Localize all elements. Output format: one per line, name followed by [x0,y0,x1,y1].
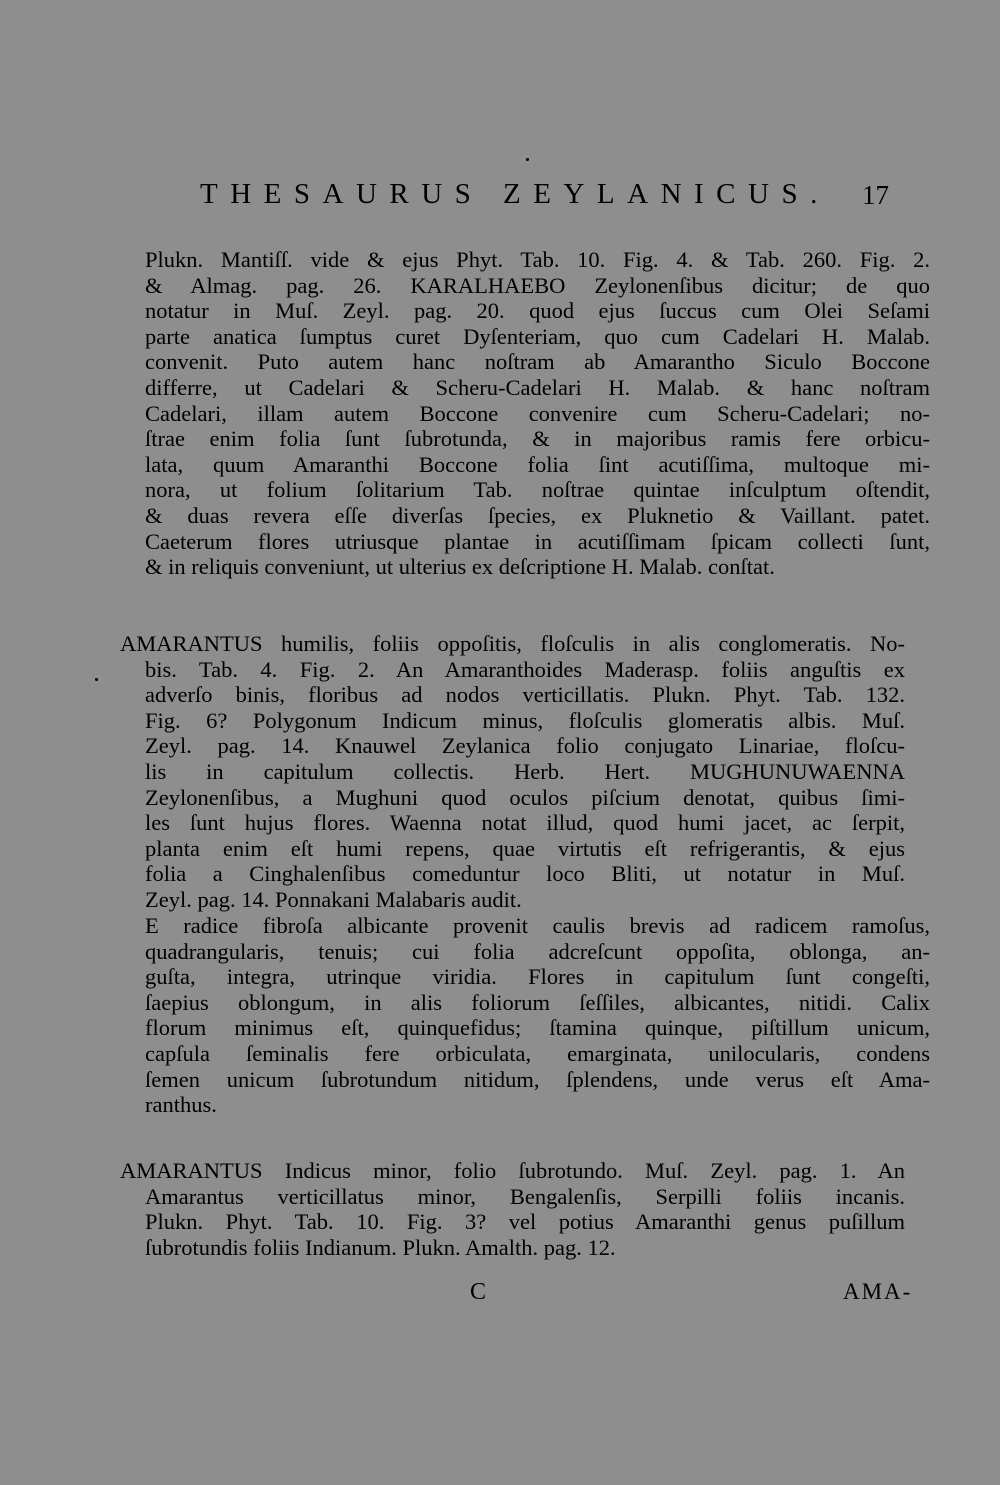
text-line: parte anatica ſumptus curet Dyſenteriam, quo cum Cadelari H. Malab. [145,323,930,349]
text-line: Zeylonenſibus, a Mughuni quod oculos piſcium denotat, quibus ſimi- [145,784,905,810]
text-line: convenit. Puto autem hanc noſtram ab Amarantho Siculo Boccone [145,349,930,375]
text-line: adverſo binis, floribus ad nodos verticillatis. Plukn. Phyt. Tab. 132. [145,682,905,708]
signature-mark: C [470,1279,487,1305]
catchword: AMA- [843,1279,913,1304]
text-line: florum minimus eſt, quinquefidus; ſtamina quinque, piſtillum unicum, [145,1015,930,1041]
text-line: Fig. 6? Polygonum Indicum minus, floſculis glomeratis albis. Muſ. [145,707,905,733]
text-line: quadrangularis, tenuis; cui folia adcreſcunt oppoſita, oblonga, an- [145,938,930,964]
text-line: E radice fibroſa albicante provenit caulis brevis ad radicem ramoſus, [145,913,930,938]
text-line: Plukn. Mantiſſ. vide & ejus Phyt. Tab. 10. Fig. 4. & Tab. 260. Fig. 2. [145,247,930,272]
text-line: lis in capitulum collectis. Herb. Hert. MUGHUNUWAENNA [145,758,905,784]
ink-speck [95,678,98,681]
continuation-paragraph [120,247,930,580]
entry-head-line: AMARANTUS humilis, foliis oppoſitis, floſculis in alis conglomeratis. No- [120,631,905,656]
text-line: planta enim eſt humi repens, quae virtutis eſt refrigerantis, & ejus [145,835,905,861]
page-number: 17 [862,180,889,210]
text-line: ſubrotundis foliis Indianum. Plukn. Amalth. pag. 12. [145,1234,616,1260]
text-line: bis. Tab. 4. Fig. 2. An Amaranthoides Maderasp. foliis anguſtis ex [145,656,905,682]
text-line: Cadelari, illam autem Boccone convenire cum Scheru-Cadelari; no- [145,400,930,426]
text-line: & duas revera eſſe diverſas ſpecies, ex Pluknetio & Vaillant. patet. [145,502,930,528]
text-line: Amarantus verticillatus minor, Bengalenſis, Serpilli foliis incanis. [145,1183,905,1209]
text-line: nora, ut folium ſolitarium Tab. noſtrae quintae inſculptum oſtendit, [145,477,930,503]
entry-head-line: AMARANTUS Indicus minor, folio ſubrotundo. Muſ. Zeyl. pag. 1. An [120,1158,905,1183]
text-line: Zeyl. pag. 14. Ponnakani Malabaris audit. [145,886,522,912]
text-line: les ſunt hujus flores. Waenna notat illud, quod humi jacet, ac ſerpit, [145,810,905,836]
text-line: capſula ſeminalis fere orbiculata, emarginata, unilocularis, condens [145,1040,930,1066]
amarantus-indicus-entry [120,1158,905,1260]
text-line: notatur in Muſ. Zeyl. pag. 20. quod ejus ſuccus cum Olei Seſami [145,298,930,324]
text-line: ranthus. [145,1092,217,1118]
text-line: Plukn. Phyt. Tab. 10. Fig. 3? vel potius Amaranthi genus puſillum [145,1209,905,1235]
amarantus-humilis-entry [120,631,905,913]
text-line: & in reliquis conveniunt, ut ulterius ex deſcriptione H. Malab. conſtat. [145,554,775,580]
text-line: lata, quum Amaranthi Boccone folia ſint acutiſſima, multoque mi- [145,451,930,477]
text-line: ſaepius oblongum, in alis foliorum ſeſſiles, albicantes, nitidi. Calix [145,989,930,1015]
text-line: Caeterum flores utriusque plantae in acutiſſimam ſpicam collecti ſunt, [145,528,930,554]
text-line: differre, ut Cadelari & Scheru-Cadelari H. Malab. & hanc noſtram [145,374,930,400]
text-line: ſtrae enim folia ſunt ſubrotunda, & in majoribus ramis fere orbicu- [145,426,930,452]
text-line: ſemen unicum ſubrotundum nitidum, ſplendens, unde verus eſt Ama- [145,1066,930,1092]
text-line: & Almag. pag. 26. KARALHAEBO Zeylonenſibus dicitur; de quo [145,272,930,298]
text-line: folia a Cinghalenſibus comeduntur loco Bliti, ut notatur in Muſ. [145,861,905,887]
description-paragraph [120,913,930,1118]
text-line: Zeyl. pag. 14. Knauwel Zeylanica folio conjugato Linariae, floſcu- [145,733,905,759]
ink-speck [526,158,529,161]
text-line: guſta, integra, utrinque viridia. Flores in capitulum ſunt congeſti, [145,964,930,990]
running-title: THESAURUS ZEYLANICUS. [200,178,830,210]
